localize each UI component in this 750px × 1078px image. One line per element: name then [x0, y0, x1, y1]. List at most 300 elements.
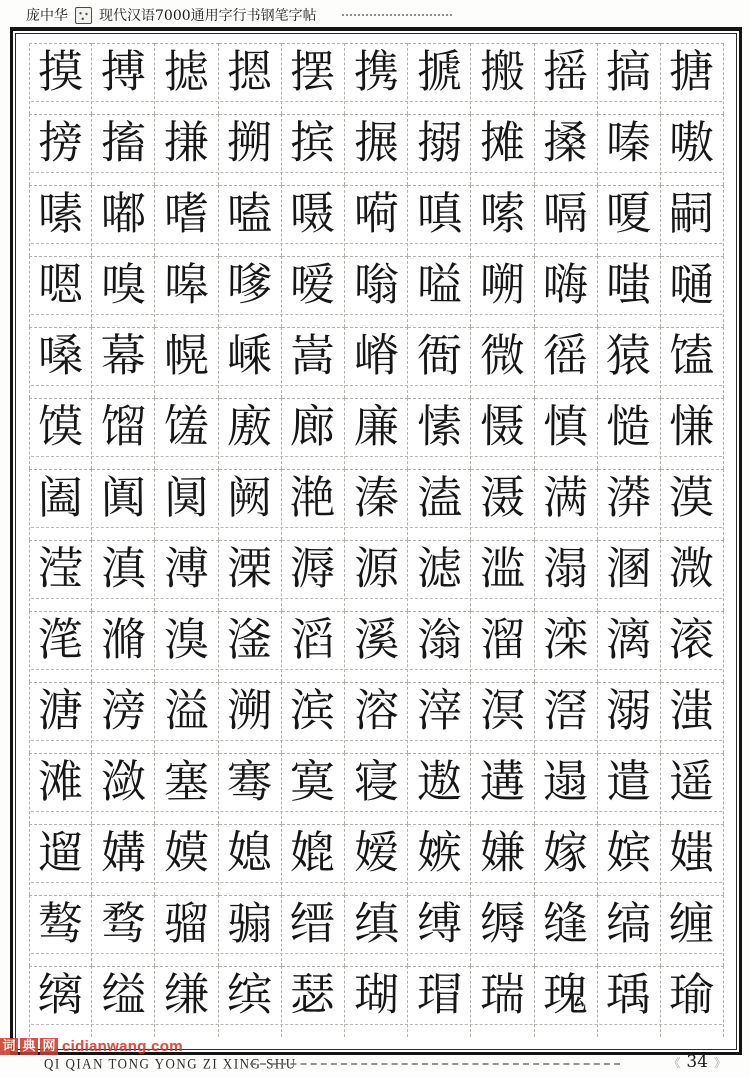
calligraphy-character: 嫒: [353, 825, 399, 880]
calligraphy-character: 摆: [290, 44, 336, 99]
character-cell: [282, 327, 345, 398]
character-grid: [29, 43, 724, 1037]
character-cell: [471, 43, 534, 114]
calligraphy-character: 慎: [542, 399, 589, 454]
character-cell: [661, 824, 724, 895]
character-cell: [29, 185, 92, 256]
calligraphy-character: 嗤: [606, 257, 652, 312]
character-cell: [92, 966, 155, 1037]
character-cell: [282, 753, 345, 824]
character-cell: [408, 611, 471, 682]
calligraphy-character: 瑰: [542, 967, 589, 1022]
calligraphy-character: 滩: [37, 754, 84, 809]
calligraphy-character: 溧: [226, 541, 273, 596]
book-title: 现代汉语7000通用字行书钢笔字帖: [99, 8, 317, 24]
character-cell: [661, 185, 724, 256]
calligraphy-character: 塞: [163, 754, 210, 809]
character-cell: [345, 611, 408, 682]
calligraphy-character: 瑚: [353, 967, 399, 1022]
calligraphy-character: 溘: [416, 470, 462, 525]
character-cell: [345, 895, 408, 966]
character-cell: [471, 682, 534, 753]
calligraphy-character: 溺: [606, 683, 652, 738]
calligraphy-character: 幕: [100, 328, 147, 383]
character-cell: [219, 256, 282, 327]
character-cell: [661, 753, 724, 824]
calligraphy-character: 嫁: [542, 825, 589, 880]
character-cell: [408, 114, 471, 185]
calligraphy-character: 遥: [669, 754, 715, 809]
calligraphy-character: 漓: [605, 612, 652, 667]
character-cell: [661, 43, 724, 114]
character-cell: [535, 114, 598, 185]
character-cell: [345, 185, 408, 256]
calligraphy-character: 徭: [542, 328, 589, 383]
character-cell: [155, 611, 218, 682]
calligraphy-character: 漭: [605, 470, 652, 525]
calligraphy-character: 搬: [479, 44, 526, 99]
character-cell: [155, 966, 218, 1037]
calligraphy-character: 溦: [669, 541, 715, 596]
grid-row: [29, 398, 724, 469]
character-cell: [29, 611, 92, 682]
character-cell: [535, 895, 598, 966]
calligraphy-character: 猿: [605, 328, 652, 383]
calligraphy-character: 嗄: [605, 186, 652, 241]
character-cell: [661, 682, 724, 753]
character-cell: [345, 43, 408, 114]
calligraphy-character: 嗔: [416, 186, 462, 241]
character-cell: [661, 398, 724, 469]
calligraphy-character: 漠: [669, 470, 715, 525]
calligraphy-character: 嗅: [100, 257, 147, 312]
calligraphy-character: 嗬: [353, 186, 399, 241]
character-cell: [598, 966, 661, 1037]
calligraphy-character: 滓: [416, 683, 462, 738]
character-cell: [219, 966, 282, 1037]
character-cell: [535, 753, 598, 824]
character-cell: [219, 824, 282, 895]
calligraphy-character: 媾: [100, 825, 147, 880]
character-cell: [598, 824, 661, 895]
character-cell: [282, 398, 345, 469]
grid-row: [29, 682, 724, 753]
calligraphy-character: 满: [542, 470, 589, 525]
calligraphy-character: 溏: [37, 683, 84, 738]
calligraphy-character: 瑜: [669, 967, 715, 1022]
calligraphy-character: 溪: [353, 612, 399, 667]
character-cell: [408, 824, 471, 895]
calligraphy-character: 溽: [290, 541, 336, 596]
character-cell: [92, 753, 155, 824]
character-cell: [471, 753, 534, 824]
character-cell: [535, 398, 598, 469]
calligraphy-character: 滤: [416, 541, 462, 596]
character-cell: [535, 682, 598, 753]
calligraphy-character: 嫉: [416, 825, 462, 880]
page-header: [26, 5, 730, 25]
calligraphy-character: 阙: [226, 470, 273, 525]
character-cell: [345, 824, 408, 895]
character-cell: [345, 469, 408, 540]
character-cell: [408, 469, 471, 540]
calligraphy-character: 嫌: [479, 825, 526, 880]
character-cell: [598, 540, 661, 611]
character-cell: [282, 824, 345, 895]
author-name: 庞中华: [26, 8, 68, 24]
character-cell: [471, 824, 534, 895]
character-cell: [282, 682, 345, 753]
calligraphy-character: 嗓: [37, 328, 84, 383]
footer-pinyin-caption: QI QIAN TONG YONG ZI XING SHU: [44, 1055, 297, 1072]
character-cell: [408, 327, 471, 398]
character-cell: [29, 540, 92, 611]
character-cell: [155, 185, 218, 256]
character-cell: [471, 327, 534, 398]
watermark-url: cidianwang.com: [62, 1038, 183, 1055]
character-cell: [598, 256, 661, 327]
calligraphy-character: 嗑: [226, 186, 273, 241]
character-cell: [29, 43, 92, 114]
character-cell: [661, 327, 724, 398]
calligraphy-character: 滥: [479, 541, 526, 596]
calligraphy-character: 嗜: [163, 186, 210, 241]
calligraphy-character: 遘: [479, 754, 526, 809]
calligraphy-character: 滂: [100, 683, 147, 738]
calligraphy-character: 微: [479, 328, 526, 383]
character-cell: [92, 398, 155, 469]
character-cell: [155, 43, 218, 114]
calligraphy-character: 缠: [669, 896, 715, 951]
calligraphy-character: 缝: [542, 896, 589, 951]
calligraphy-character: 阒: [163, 470, 210, 525]
calligraphy-character: 慑: [479, 399, 526, 454]
calligraphy-character: 滘: [542, 683, 589, 738]
page-ornament-left-icon: 《: [668, 1055, 681, 1070]
calligraphy-character: 慊: [669, 399, 715, 454]
calligraphy-character: 嵩: [290, 328, 336, 383]
character-cell: [219, 43, 282, 114]
calligraphy-character: 缤: [226, 967, 273, 1022]
grid-row: [29, 256, 724, 327]
calligraphy-character: 潋: [100, 754, 147, 809]
calligraphy-character: 滃: [416, 612, 462, 667]
character-cell: [471, 398, 534, 469]
calligraphy-character: 溴: [163, 612, 210, 667]
calligraphy-character: 瑞: [479, 967, 526, 1022]
calligraphy-character: 嗷: [669, 115, 715, 170]
character-cell: [535, 43, 598, 114]
calligraphy-character: 衙: [416, 328, 462, 383]
calligraphy-character: 寞: [290, 754, 336, 809]
character-cell: [471, 895, 534, 966]
character-cell: [155, 753, 218, 824]
grid-row: [29, 966, 724, 1037]
character-cell: [29, 327, 92, 398]
character-cell: [535, 256, 598, 327]
character-cell: [535, 469, 598, 540]
calligraphy-character: 缙: [290, 896, 336, 951]
watermark-char-box: 典: [20, 1038, 38, 1055]
calligraphy-character: 骛: [100, 896, 147, 951]
character-cell: [345, 966, 408, 1037]
calligraphy-character: 滚: [669, 612, 715, 667]
character-cell: [535, 966, 598, 1037]
calligraphy-character: 搒: [37, 115, 84, 170]
character-cell: [92, 114, 155, 185]
calligraphy-character: 缚: [416, 896, 462, 951]
character-cell: [598, 895, 661, 966]
calligraphy-character: 携: [353, 44, 399, 99]
grid-row: [29, 469, 724, 540]
calligraphy-character: 摇: [542, 44, 589, 99]
grid-row: [29, 43, 724, 114]
page-footer: [0, 1052, 750, 1076]
character-cell: [29, 469, 92, 540]
calligraphy-character: 溟: [479, 683, 526, 738]
character-cell: [219, 753, 282, 824]
calligraphy-character: 搏: [100, 44, 147, 99]
calligraphy-character: 缜: [353, 896, 399, 951]
calligraphy-character: 搠: [226, 115, 273, 170]
header-dash-rule: [342, 14, 452, 16]
calligraphy-character: 滏: [226, 612, 273, 667]
calligraphy-character: 嫫: [163, 825, 210, 880]
character-cell: [155, 327, 218, 398]
character-cell: [471, 256, 534, 327]
calligraphy-character: 骞: [226, 754, 273, 809]
calligraphy-character: 摊: [479, 115, 526, 170]
calligraphy-character: 溱: [353, 470, 399, 525]
character-cell: [345, 682, 408, 753]
character-cell: [535, 185, 598, 256]
calligraphy-character: 摅: [163, 44, 210, 99]
calligraphy-character: 滢: [37, 541, 84, 596]
character-cell: [661, 895, 724, 966]
calligraphy-character: 搡: [542, 115, 589, 170]
calligraphy-character: 馐: [163, 399, 210, 454]
character-cell: [282, 114, 345, 185]
calligraphy-character: 嗦: [479, 186, 526, 241]
character-cell: [661, 469, 724, 540]
character-cell: [661, 966, 724, 1037]
character-cell: [29, 824, 92, 895]
character-cell: [408, 398, 471, 469]
calligraphy-character: 搦: [416, 115, 462, 170]
calligraphy-character: 摁: [226, 44, 273, 99]
character-cell: [155, 469, 218, 540]
calligraphy-character: 遢: [542, 754, 589, 809]
character-cell: [219, 398, 282, 469]
calligraphy-character: 幌: [163, 328, 210, 383]
grid-row: [29, 114, 724, 185]
calligraphy-character: 搋: [416, 44, 462, 99]
character-cell: [92, 327, 155, 398]
page-number: 34: [686, 1052, 708, 1072]
character-cell: [29, 753, 92, 824]
grid-row: [29, 185, 724, 256]
character-cell: [155, 114, 218, 185]
character-cell: [345, 327, 408, 398]
calligraphy-character: 遨: [416, 754, 462, 809]
calligraphy-character: 廉: [353, 399, 399, 454]
character-cell: [219, 185, 282, 256]
calligraphy-character: 滫: [100, 612, 147, 667]
calligraphy-character: 溥: [163, 541, 210, 596]
calligraphy-character: 搐: [100, 115, 147, 170]
calligraphy-character: 阖: [37, 470, 84, 525]
calligraphy-character: 媸: [669, 825, 715, 880]
character-cell: [598, 682, 661, 753]
calligraphy-character: 缢: [100, 967, 147, 1022]
calligraphy-character: 嗳: [290, 257, 336, 312]
character-cell: [598, 753, 661, 824]
character-cell: [471, 469, 534, 540]
character-cell: [92, 611, 155, 682]
character-cell: [29, 398, 92, 469]
character-cell: [219, 611, 282, 682]
calligraphy-character: 缣: [163, 967, 210, 1022]
character-cell: [598, 611, 661, 682]
character-cell: [219, 114, 282, 185]
calligraphy-character: 源: [353, 541, 399, 596]
character-cell: [155, 256, 218, 327]
character-cell: [29, 682, 92, 753]
character-cell: [471, 114, 534, 185]
calligraphy-character: 嗉: [37, 186, 84, 241]
calligraphy-character: 嗨: [542, 257, 589, 312]
page-ornament-right-icon: 》: [713, 1055, 726, 1070]
character-cell: [408, 966, 471, 1037]
calligraphy-character: 骝: [163, 896, 210, 951]
calligraphy-character: 阗: [100, 470, 147, 525]
character-cell: [92, 256, 155, 327]
grid-row: [29, 540, 724, 611]
calligraphy-character: 搪: [669, 44, 715, 99]
character-cell: [155, 895, 218, 966]
calligraphy-character: 溯: [226, 683, 273, 738]
character-cell: [219, 682, 282, 753]
character-cell: [408, 753, 471, 824]
character-cell: [219, 469, 282, 540]
character-cell: [92, 43, 155, 114]
watermark-char-box: 网: [40, 1038, 58, 1055]
calligraphy-character: 溢: [163, 683, 210, 738]
character-cell: [155, 398, 218, 469]
calligraphy-character: 媲: [290, 825, 336, 880]
character-cell: [155, 824, 218, 895]
calligraphy-character: 嗌: [416, 257, 462, 312]
site-watermark: [0, 1038, 183, 1055]
footer-dashed-rule: [250, 1063, 620, 1065]
calligraphy-character: 滟: [290, 470, 336, 525]
calligraphy-character: 溜: [479, 612, 526, 667]
character-cell: [282, 966, 345, 1037]
calligraphy-character: 搌: [353, 115, 399, 170]
calligraphy-character: 滔: [290, 612, 336, 667]
calligraphy-character: 嗪: [606, 115, 652, 170]
page-number-group: [668, 1052, 726, 1072]
character-cell: [471, 966, 534, 1037]
calligraphy-character: 廊: [290, 399, 336, 454]
character-cell: [408, 43, 471, 114]
calligraphy-character: 瑁: [416, 967, 462, 1022]
character-cell: [155, 682, 218, 753]
calligraphy-character: 寝: [353, 754, 399, 809]
calligraphy-character: 缡: [37, 967, 84, 1022]
publisher-seal-icon: [75, 7, 92, 24]
grid-row: [29, 327, 724, 398]
character-cell: [661, 256, 724, 327]
character-cell: [661, 611, 724, 682]
character-cell: [598, 185, 661, 256]
character-cell: [282, 611, 345, 682]
character-cell: [345, 256, 408, 327]
calligraphy-character: 嗣: [669, 186, 715, 241]
calligraphy-character: 滠: [479, 470, 526, 525]
character-cell: [408, 682, 471, 753]
calligraphy-character: 慥: [606, 399, 652, 454]
calligraphy-character: 瑀: [606, 967, 652, 1022]
character-cell: [471, 185, 534, 256]
character-cell: [345, 540, 408, 611]
calligraphy-character: 滇: [100, 541, 147, 596]
calligraphy-character: 嗯: [37, 257, 84, 312]
calligraphy-character: 遣: [605, 754, 652, 809]
character-cell: [29, 895, 92, 966]
character-cell: [535, 611, 598, 682]
character-cell: [598, 398, 661, 469]
calligraphy-character: 嘟: [100, 186, 147, 241]
character-cell: [282, 185, 345, 256]
calligraphy-character: 滦: [542, 612, 589, 667]
character-cell: [92, 185, 155, 256]
calligraphy-character: 嵴: [353, 328, 399, 383]
calligraphy-character: 嗍: [479, 257, 526, 312]
calligraphy-character: 溻: [542, 541, 589, 596]
calligraphy-character: 愫: [416, 399, 462, 454]
calligraphy-character: 嗡: [353, 257, 399, 312]
grid-row: [29, 611, 724, 682]
character-cell: [345, 753, 408, 824]
calligraphy-character: 嗥: [163, 257, 210, 312]
calligraphy-character: 滍: [669, 683, 715, 738]
calligraphy-character: 缛: [479, 896, 526, 951]
grid-row: [29, 895, 724, 966]
character-cell: [282, 895, 345, 966]
grid-row: [29, 753, 724, 824]
character-cell: [29, 114, 92, 185]
calligraphy-character: 馌: [669, 328, 715, 383]
character-cell: [598, 114, 661, 185]
character-cell: [408, 895, 471, 966]
calligraphy-character: 搞: [605, 44, 652, 99]
character-cell: [92, 895, 155, 966]
character-cell: [282, 256, 345, 327]
character-cell: [92, 540, 155, 611]
calligraphy-character: 嵊: [226, 328, 273, 383]
calligraphy-character: 滗: [37, 612, 84, 667]
character-cell: [219, 327, 282, 398]
calligraphy-character: 溷: [606, 541, 652, 596]
character-cell: [408, 540, 471, 611]
calligraphy-character: 嫔: [606, 825, 652, 880]
character-cell: [29, 966, 92, 1037]
calligraphy-character: 摈: [290, 115, 336, 170]
character-cell: [471, 611, 534, 682]
character-cell: [282, 540, 345, 611]
character-cell: [408, 256, 471, 327]
